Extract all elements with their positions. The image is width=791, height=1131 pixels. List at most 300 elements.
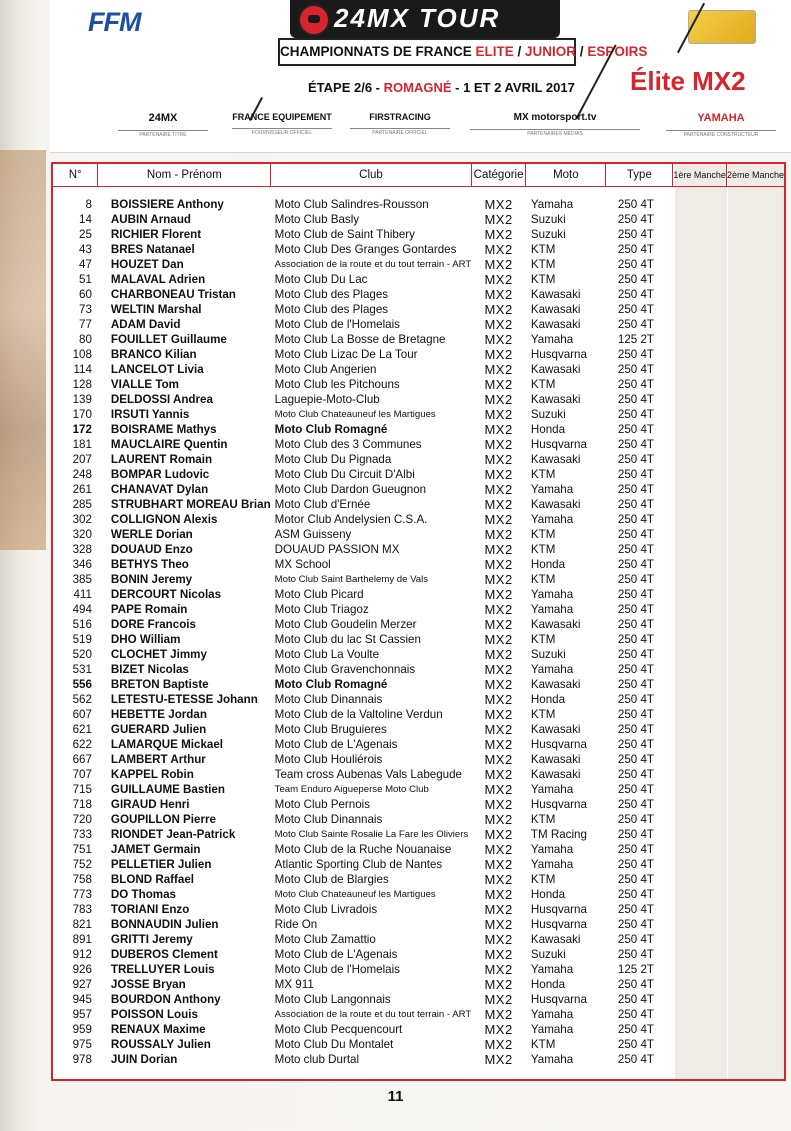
rider-number: 978 xyxy=(72,1053,92,1066)
rider-category: MX2 xyxy=(484,872,513,887)
sponsor-name: FIRSTRACING xyxy=(369,112,431,122)
rider-engine-type: 250 4T xyxy=(617,438,654,451)
rider-engine-type: 250 4T xyxy=(617,618,654,631)
rider-name: ROUSSALY Julien xyxy=(110,1038,211,1051)
rider-number: 73 xyxy=(79,303,92,316)
manche1-cell xyxy=(673,347,727,362)
rider-engine-type: 250 4T xyxy=(617,933,654,946)
manche1-cell xyxy=(673,587,727,602)
rider-number: 43 xyxy=(79,243,92,256)
rider-category: MX2 xyxy=(484,812,513,827)
rider-engine-type: 250 4T xyxy=(617,423,654,436)
rider-club: Moto Club Romagné xyxy=(274,678,388,691)
sponsor-media xyxy=(470,112,640,137)
manche1-cell xyxy=(673,677,727,692)
rider-number: 957 xyxy=(72,1008,92,1021)
manche2-cell xyxy=(726,452,784,467)
table-row xyxy=(53,722,784,737)
sponsor-caption: PARTENAIRE OFFICIEL xyxy=(350,128,450,136)
rider-category: MX2 xyxy=(484,632,513,647)
manche1-cell xyxy=(673,377,727,392)
champ-elite: ELITE xyxy=(475,44,514,59)
manche2-cell xyxy=(726,617,784,632)
manche2-cell xyxy=(726,317,784,332)
rider-engine-type: 250 4T xyxy=(617,303,654,316)
rider-club: Moto Club Dinannais xyxy=(274,813,383,826)
manche1-cell xyxy=(673,332,727,347)
rider-moto: Yamaha xyxy=(530,603,574,616)
rider-category: MX2 xyxy=(484,617,513,632)
table-row xyxy=(53,187,784,213)
champ-espoirs: ESPOIRS xyxy=(587,44,648,59)
rider-name: STRUBHART MOREAU Brian xyxy=(110,498,271,511)
rider-engine-type: 250 4T xyxy=(617,888,654,901)
rider-engine-type: 250 4T xyxy=(617,693,654,706)
rider-moto: KTM xyxy=(530,573,556,586)
rider-engine-type: 250 4T xyxy=(617,978,654,991)
manche1-cell xyxy=(673,992,727,1007)
rider-number: 758 xyxy=(72,873,92,886)
rider-category: MX2 xyxy=(484,197,513,212)
rider-club: Moto Club Langonnais xyxy=(274,993,391,1006)
rider-club: Moto Club de L'Agenais xyxy=(274,948,398,961)
table-row xyxy=(53,662,784,677)
rider-category: MX2 xyxy=(484,302,513,317)
manche2-cell xyxy=(726,332,784,347)
manche1-cell xyxy=(673,362,727,377)
rider-number: 51 xyxy=(79,273,92,286)
table-row xyxy=(53,227,784,242)
rider-number: 891 xyxy=(72,933,92,946)
rider-name: BONNAUDIN Julien xyxy=(110,918,219,931)
rider-engine-type: 250 4T xyxy=(617,753,654,766)
manche1-cell xyxy=(673,842,727,857)
manche2-cell xyxy=(726,527,784,542)
sponsor-firstracing xyxy=(350,112,450,136)
manche1-cell xyxy=(673,662,727,677)
manche1-cell xyxy=(673,872,727,887)
rider-name: BOURDON Anthony xyxy=(110,993,221,1006)
rider-engine-type: 250 4T xyxy=(617,798,654,811)
rider-engine-type: 250 4T xyxy=(617,948,654,961)
rider-category: MX2 xyxy=(484,692,513,707)
rider-number: 285 xyxy=(72,498,92,511)
manche2-cell xyxy=(726,632,784,647)
header-category: Catégorie xyxy=(471,164,526,187)
rider-category: MX2 xyxy=(484,347,513,362)
manche2-cell xyxy=(726,407,784,422)
rider-engine-type: 250 4T xyxy=(617,243,654,256)
manche2-cell xyxy=(726,557,784,572)
rider-number: 621 xyxy=(72,723,92,736)
rider-name: BIZET Nicolas xyxy=(110,663,189,676)
manche2-cell xyxy=(726,347,784,362)
rider-name: WERLE Dorian xyxy=(110,528,193,541)
sponsor-name: YAMAHA xyxy=(697,112,745,124)
adjacent-page-photo xyxy=(0,150,46,550)
rider-name: DOUAUD Enzo xyxy=(110,543,193,556)
rider-name: BETHYS Theo xyxy=(110,558,189,571)
manche1-cell xyxy=(673,617,727,632)
rider-engine-type: 250 4T xyxy=(617,1053,654,1066)
skull-icon xyxy=(298,4,330,36)
rider-moto: Suzuki xyxy=(530,213,566,226)
manche1-cell xyxy=(673,572,727,587)
rider-club: Moto Club Salindres-Rousson xyxy=(274,198,429,211)
rider-club: MX 911 xyxy=(274,978,314,991)
manche1-cell xyxy=(673,497,727,512)
rider-number: 622 xyxy=(72,738,92,751)
rider-name: BRANCO Kilian xyxy=(110,348,197,361)
rider-engine-type: 250 4T xyxy=(617,468,654,481)
rider-name: POISSON Louis xyxy=(110,1008,198,1021)
rider-moto: KTM xyxy=(530,378,556,391)
table-row xyxy=(53,302,784,317)
table-row xyxy=(53,842,784,857)
rider-club: Motor Club Andelysien C.S.A. xyxy=(274,513,428,526)
manche2-cell xyxy=(726,962,784,977)
rider-name: CHANAVAT Dylan xyxy=(110,483,209,496)
rider-name: JOSSE Bryan xyxy=(110,978,186,991)
rider-club: Moto Club les Pitchouns xyxy=(274,378,400,391)
rider-engine-type: 250 4T xyxy=(617,708,654,721)
rider-number: 77 xyxy=(79,318,92,331)
champ-sep: / xyxy=(576,44,588,59)
stage-prefix: ÉTAPE 2/6 - xyxy=(308,80,384,95)
rider-name: DERCOURT Nicolas xyxy=(110,588,222,601)
rider-name: BOISSIERE Anthony xyxy=(110,198,224,211)
rider-moto: Husqvarna xyxy=(530,798,587,811)
manche2-cell xyxy=(726,992,784,1007)
sponsor-caption: PARTENAIRE CONSTRUCTEUR xyxy=(666,130,776,138)
entry-list-table xyxy=(51,162,786,1081)
manche1-cell xyxy=(673,752,727,767)
rider-moto: KTM xyxy=(530,528,556,541)
rider-moto: Yamaha xyxy=(530,588,574,601)
table-row xyxy=(53,557,784,572)
stage-date: - 1 ET 2 AVRIL 2017 xyxy=(451,80,575,95)
rider-category: MX2 xyxy=(484,272,513,287)
rider-engine-type: 250 4T xyxy=(617,678,654,691)
rider-name: LAMBERT Arthur xyxy=(110,753,206,766)
table-row xyxy=(53,902,784,917)
rider-moto: Kawasaki xyxy=(530,678,581,691)
table-row xyxy=(53,497,784,512)
rider-club: Moto Club de Saint Thibery xyxy=(274,228,415,241)
rider-engine-type: 250 4T xyxy=(617,198,654,211)
rider-number: 733 xyxy=(72,828,92,841)
rider-club: Moto Club Angerien xyxy=(274,363,377,376)
table-row xyxy=(53,962,784,977)
rider-club: Moto Club des 3 Communes xyxy=(274,438,422,451)
rider-table xyxy=(53,164,784,1067)
rider-category: MX2 xyxy=(484,962,513,977)
table-row xyxy=(53,797,784,812)
rider-engine-type: 250 4T xyxy=(617,633,654,646)
rider-name: HOUZET Dan xyxy=(110,258,184,271)
table-row xyxy=(53,272,784,287)
table-row xyxy=(53,392,784,407)
rider-moto: Kawasaki xyxy=(530,393,581,406)
rider-club: Moto Club de la Valtoline Verdun xyxy=(274,708,443,721)
rider-number: 751 xyxy=(72,843,92,856)
rider-club: Moto Club des Plages xyxy=(274,303,389,316)
manche1-cell xyxy=(673,242,727,257)
table-row xyxy=(53,1007,784,1022)
champ-junior: JUNIOR xyxy=(525,44,577,59)
rider-moto: Yamaha xyxy=(530,1053,574,1066)
rider-name: CHARBONEAU Tristan xyxy=(110,288,236,301)
rider-club: Association de la route et du tout terrain - ART xyxy=(274,1009,472,1020)
rider-category: MX2 xyxy=(484,392,513,407)
rider-name: LAURENT Romain xyxy=(110,453,213,466)
rider-number: 261 xyxy=(72,483,92,496)
rider-number: 945 xyxy=(72,993,92,1006)
rider-category: MX2 xyxy=(484,947,513,962)
manche2-cell xyxy=(726,512,784,527)
manche2-cell xyxy=(726,1022,784,1037)
rider-name: PAPE Romain xyxy=(110,603,188,616)
rider-category: MX2 xyxy=(484,437,513,452)
rider-club: Moto Club Pecquencourt xyxy=(274,1023,403,1036)
manche2-cell xyxy=(726,902,784,917)
table-row xyxy=(53,812,784,827)
manche1-cell xyxy=(673,482,727,497)
rider-name: BONIN Jeremy xyxy=(110,573,193,586)
table-row xyxy=(53,782,784,797)
rider-engine-type: 250 4T xyxy=(617,663,654,676)
rider-moto: KTM xyxy=(530,708,556,721)
rider-club: Moto Club Houliérois xyxy=(274,753,383,766)
rider-moto: KTM xyxy=(530,468,556,481)
rider-engine-type: 250 4T xyxy=(617,288,654,301)
rider-engine-type: 250 4T xyxy=(617,558,654,571)
rider-engine-type: 250 4T xyxy=(617,543,654,556)
rider-category: MX2 xyxy=(484,932,513,947)
manche2-cell xyxy=(726,812,784,827)
rider-category: MX2 xyxy=(484,887,513,902)
rider-moto: Kawasaki xyxy=(530,288,581,301)
manche2-cell xyxy=(726,662,784,677)
rider-moto: Kawasaki xyxy=(530,363,581,376)
rider-engine-type: 125 2T xyxy=(617,333,654,346)
manche1-cell xyxy=(673,857,727,872)
rider-club: Moto Club Du Pignada xyxy=(274,453,392,466)
rider-category: MX2 xyxy=(484,542,513,557)
rider-number: 139 xyxy=(72,393,92,406)
sponsor-name: 24MX xyxy=(148,112,178,124)
rider-category: MX2 xyxy=(484,527,513,542)
sponsor-caption: FOURNISSEUR OFFICIEL xyxy=(232,128,332,136)
rider-moto: Suzuki xyxy=(530,408,566,421)
manche2-cell xyxy=(726,572,784,587)
rider-name: FOUILLET Guillaume xyxy=(110,333,227,346)
rider-club: Moto Club Romagné xyxy=(274,423,388,436)
rider-category: MX2 xyxy=(484,677,513,692)
rider-engine-type: 250 4T xyxy=(617,363,654,376)
rider-category: MX2 xyxy=(484,557,513,572)
stage-place: ROMAGNÉ xyxy=(383,80,452,95)
table-row xyxy=(53,257,784,272)
manche2-cell xyxy=(726,947,784,962)
rider-number: 516 xyxy=(72,618,92,631)
rider-name: GRITTI Jeremy xyxy=(110,933,193,946)
table-row xyxy=(53,692,784,707)
rider-number: 320 xyxy=(72,528,92,541)
table-row xyxy=(53,287,784,302)
manche2-cell xyxy=(726,827,784,842)
table-row xyxy=(53,887,784,902)
table-row xyxy=(53,1022,784,1037)
rider-club: Moto Club Basly xyxy=(274,213,360,226)
rider-category: MX2 xyxy=(484,512,513,527)
rider-club: Laguepie-Moto-Club xyxy=(274,393,380,406)
rider-category: MX2 xyxy=(484,1052,513,1067)
rider-category: MX2 xyxy=(484,797,513,812)
rider-club: Moto Club des Plages xyxy=(274,288,389,301)
rider-club: Moto Club Du Lac xyxy=(274,273,368,286)
header-type: Type xyxy=(606,164,673,187)
manche2-cell xyxy=(726,1007,784,1022)
manche2-cell xyxy=(726,872,784,887)
rider-number: 170 xyxy=(72,408,92,421)
rider-moto: Honda xyxy=(530,888,566,901)
page-number: 11 xyxy=(387,1088,404,1105)
rider-name: RENAUX Maxime xyxy=(110,1023,206,1036)
tour-title: 24MX TOUR xyxy=(334,3,501,33)
rider-club: Moto Club Triagoz xyxy=(274,603,369,616)
rider-name: BRETON Baptiste xyxy=(110,678,209,691)
rider-category: MX2 xyxy=(484,977,513,992)
table-row xyxy=(53,212,784,227)
manche1-cell xyxy=(673,452,727,467)
rider-category: MX2 xyxy=(484,287,513,302)
rider-club: Moto Club de l'Homelais xyxy=(274,318,400,331)
rider-number: 346 xyxy=(72,558,92,571)
rider-engine-type: 250 4T xyxy=(617,378,654,391)
rider-moto: Yamaha xyxy=(530,963,574,976)
manche2-cell xyxy=(726,737,784,752)
rider-moto: Kawasaki xyxy=(530,453,581,466)
rider-club: Moto Club Gravenchonnais xyxy=(274,663,416,676)
table-row xyxy=(53,512,784,527)
table-row xyxy=(53,347,784,362)
rider-name: DHO William xyxy=(110,633,181,646)
manche2-cell xyxy=(726,257,784,272)
rider-category: MX2 xyxy=(484,992,513,1007)
sponsor-caption: PARTENAIRES MÉDIAS xyxy=(470,129,640,137)
table-body xyxy=(53,187,784,1068)
header-manche2: 2ème Manche xyxy=(726,164,784,187)
manche2-cell xyxy=(726,227,784,242)
rider-name: RICHIER Florent xyxy=(110,228,202,241)
rider-moto: KTM xyxy=(530,873,556,886)
rider-club: DOUAUD PASSION MX xyxy=(274,543,400,556)
rider-category: MX2 xyxy=(484,422,513,437)
rider-club: Moto Club de L'Agenais xyxy=(274,738,398,751)
manche2-cell xyxy=(726,602,784,617)
rider-name: DELDOSSI Andrea xyxy=(110,393,213,406)
rider-engine-type: 250 4T xyxy=(617,513,654,526)
manche1-cell xyxy=(673,422,727,437)
rider-club: Moto Club Dardon Gueugnon xyxy=(274,483,427,496)
table-row xyxy=(53,977,784,992)
manche1-cell xyxy=(673,557,727,572)
rider-moto: Honda xyxy=(530,693,566,706)
rider-category: MX2 xyxy=(484,452,513,467)
manche2-cell xyxy=(726,842,784,857)
rider-number: 494 xyxy=(72,603,92,616)
rider-engine-type: 250 4T xyxy=(617,858,654,871)
manche1-cell xyxy=(673,542,727,557)
table-row xyxy=(53,632,784,647)
sponsor-name: MX motorsport.tv xyxy=(513,112,597,123)
rider-moto: Honda xyxy=(530,978,566,991)
manche2-cell xyxy=(726,467,784,482)
rider-number: 783 xyxy=(72,903,92,916)
manche1-cell xyxy=(673,392,727,407)
table-row xyxy=(53,437,784,452)
rider-engine-type: 250 4T xyxy=(617,738,654,751)
rider-number: 25 xyxy=(79,228,92,241)
rider-club: MX School xyxy=(274,558,331,571)
rider-moto: Kawasaki xyxy=(530,618,581,631)
rider-category: MX2 xyxy=(484,587,513,602)
rider-moto: Kawasaki xyxy=(530,768,581,781)
manche1-cell xyxy=(673,1052,727,1067)
rider-name: HEBETTE Jordan xyxy=(110,708,207,721)
rider-engine-type: 250 4T xyxy=(617,228,654,241)
manche2-cell xyxy=(726,212,784,227)
rider-club: Moto Club Saint Barthelemy de Vals xyxy=(274,574,429,585)
rider-number: 707 xyxy=(72,768,92,781)
manche2-cell xyxy=(726,767,784,782)
manche1-cell xyxy=(673,632,727,647)
manche1-cell xyxy=(673,812,727,827)
manche1-cell xyxy=(673,287,727,302)
rider-name: LANCELOT Livia xyxy=(110,363,204,376)
table-row xyxy=(53,872,784,887)
rider-moto: Kawasaki xyxy=(530,933,581,946)
manche1-cell xyxy=(673,407,727,422)
rider-name: AUBIN Arnaud xyxy=(110,213,192,226)
rider-number: 926 xyxy=(72,963,92,976)
table-row xyxy=(53,992,784,1007)
rider-club: Moto Club de l'Homelais xyxy=(274,963,400,976)
rider-number: 718 xyxy=(72,798,92,811)
rider-name: KAPPEL Robin xyxy=(110,768,194,781)
rider-club: Moto Club de la Ruche Nouanaise xyxy=(274,843,452,856)
rider-moto: Husqvarna xyxy=(530,348,587,361)
rider-name: GOUPILLON Pierre xyxy=(110,813,216,826)
manche1-cell xyxy=(673,317,727,332)
manche2-cell xyxy=(726,797,784,812)
rider-engine-type: 250 4T xyxy=(617,1023,654,1036)
rider-number: 720 xyxy=(72,813,92,826)
manche1-cell xyxy=(673,1022,727,1037)
rider-number: 752 xyxy=(72,858,92,871)
rider-moto: Suzuki xyxy=(530,648,566,661)
table-row xyxy=(53,332,784,347)
table-row xyxy=(53,467,784,482)
manche1-cell xyxy=(673,827,727,842)
table-row xyxy=(53,572,784,587)
rider-name: LAMARQUE Mickael xyxy=(110,738,224,751)
rider-category: MX2 xyxy=(484,647,513,662)
rider-moto: Yamaha xyxy=(530,783,574,796)
rider-moto: KTM xyxy=(530,633,556,646)
rider-number: 556 xyxy=(72,678,92,691)
